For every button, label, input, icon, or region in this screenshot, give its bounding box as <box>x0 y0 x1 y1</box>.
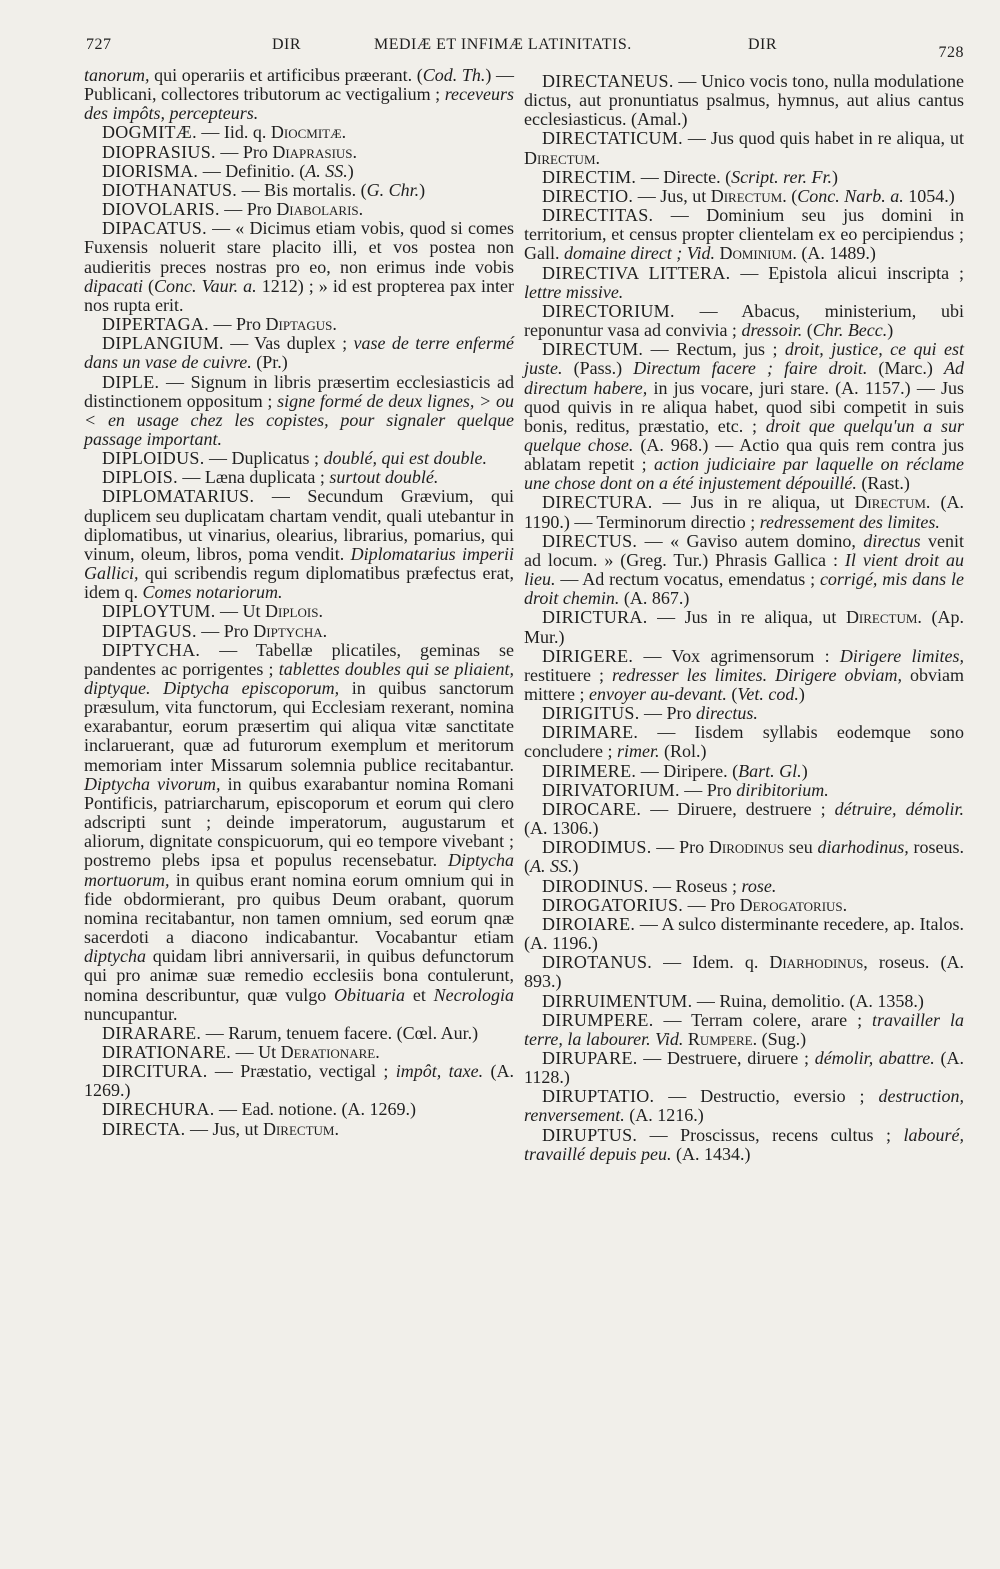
italic-text: dipacati <box>84 275 143 296</box>
definition-text: ) <box>798 684 805 704</box>
italic-text: Bart. Gl. <box>738 760 802 781</box>
dictionary-entry <box>84 1062 514 1100</box>
dictionary-entry <box>84 66 514 123</box>
headword: DIRODIMUS. <box>542 837 652 858</box>
italic-text: diarhodinus, <box>817 837 909 858</box>
italic-text: Obituaria <box>334 984 406 1005</box>
italic-text: Diptycha mortuorum, <box>84 850 514 890</box>
headword: DIRUPTUS. <box>542 1124 638 1145</box>
definition-text: — Pro <box>208 314 266 335</box>
headword: DIRIMARE. <box>542 722 639 743</box>
definition-text: venit ad locum. » (Greg. Tur.) Phrasis Gallica : <box>524 530 964 570</box>
definition-text: — Pro <box>196 620 254 641</box>
definition-text: (A. 1190.) — Terminorum directio ; <box>524 492 964 532</box>
definition-text: ) <box>572 856 579 877</box>
headword: DIPLOMATARIUS. <box>102 486 255 507</box>
cross-reference: Diplois. <box>265 601 323 622</box>
italic-text: redressement des limites. <box>759 511 940 532</box>
definition-text: — « Dicimus etiam vobis, quod si comes Fuxensis noluerit stare placito illi, et vos postea non audieritis preces nostras pro eo, non erimus inde vobis <box>84 218 514 277</box>
dictionary-entry <box>524 877 964 896</box>
dictionary-entry <box>84 181 514 200</box>
definition-text: obviam mittere ; <box>524 664 964 704</box>
definition-text: — Idem. q. <box>652 952 770 973</box>
definition-text: ) <box>887 320 894 341</box>
dictionary-entry <box>84 1120 514 1139</box>
italic-text: receveurs des impôts, percepteurs. <box>84 84 514 124</box>
cross-reference: Dirodinus <box>708 837 784 858</box>
definition-text: — Destructio, eversio ; <box>654 1086 879 1107</box>
definition-text: in quibus exarabantur nomina Romani Pontificis, patriarcharum, episcoporum et eorum qui clero adscripti sunt ; deinde imperatorum, augustarum et aliorum, dignitate conspicuorum, qui eo tempore vivebant ; postremo plebs ipsa et populus recensebatur. <box>84 773 514 871</box>
definition-text: — Abacus, ministerium, ubi reponuntur vasa ad convivia ; <box>524 300 964 341</box>
definition-text: — Terram colere, arare ; <box>653 1009 873 1030</box>
definition-text: (A. 1269.) <box>84 1061 514 1101</box>
headword: DIRECTUS. <box>542 530 638 551</box>
right-guide-word: DIR <box>748 36 778 53</box>
headword: DOGMITÆ. <box>102 122 197 143</box>
definition-text: ( <box>143 275 155 296</box>
italic-text: Necrologia <box>433 984 514 1005</box>
headword: DIRECTATICUM. <box>542 128 683 149</box>
italic-text: corrigé, mis dans le droit chemin. <box>524 569 964 609</box>
definition-text: — Iid. q. <box>196 122 271 143</box>
dictionary-entry <box>524 168 964 187</box>
headword: DIRICTURA. <box>542 607 648 628</box>
definition-text: — Unico vocis tono, nulla modulatione dictus, aut pronuntiatus psalmus, hymnus, aut alius cantus ecclesiasticus. (Amal.) <box>524 71 964 130</box>
definition-text: in quibus sanctorum præsulum, vita functorum, qui Ecclesiam rexerant, nomina exarabantur, eorum præsertim qui aliqua vitæ sanctitate inclaruerant, quæ ad futurorum exemplum et meritorum memoriam inter Missarum solemnia publice recitabantur. <box>84 678 514 775</box>
dictionary-entry <box>524 206 964 263</box>
italic-text: tablettes doubles qui se pliaient, diptyque. Diptycha episcoporum, <box>84 658 514 698</box>
italic-text: Vet. cod. <box>737 684 799 704</box>
definition-text: (A. 1128.) <box>524 1047 964 1088</box>
headword: DIRECTA. <box>102 1118 186 1139</box>
headword: DIRECTIO. <box>542 185 634 206</box>
headword: DIPTAGUS. <box>102 620 197 641</box>
definition-text: — Jus, ut <box>185 1118 263 1139</box>
definition-text: — Dominium seu jus domini in territorium, et census propter clientelam ex eo percipiendus ; Gall. <box>524 205 964 264</box>
definition-text: — Vox agrimensorum : <box>633 645 840 666</box>
dictionary-entry <box>524 1087 964 1125</box>
definition-text: ( <box>726 684 738 704</box>
definition-text: qui scribendis regum diplomatibus præfectus erat, idem q. <box>84 563 514 603</box>
definition-text: — Præstatio, vectigal ; <box>207 1061 396 1082</box>
cross-reference: Diabolaris. <box>276 199 364 220</box>
dictionary-entry <box>84 143 514 162</box>
dictionary-entry <box>524 608 964 646</box>
definition-text: — « Gaviso autem domino, <box>637 530 864 551</box>
headword: DIRECTURA. <box>542 492 653 513</box>
cross-reference: Directum. <box>262 1118 339 1139</box>
italic-text: labouré, travaillé depuis peu. <box>524 1124 964 1164</box>
definition-text: quidam libri anniversarii, in quibus defunctorum qui pro animæ suæ remedio ecclesiis bona contulerunt, nomina describuntur, quæ vulgo <box>84 946 514 1005</box>
definition-text: — Bis mortalis. ( <box>237 179 367 200</box>
definition-text: — Ad rectum vocatus, emendatus ; <box>555 569 820 590</box>
definition-text: seu <box>783 837 818 858</box>
running-title: MEDIÆ ET INFIMÆ LATINITATIS. <box>374 36 632 53</box>
headword: DIORISMA. <box>102 160 199 181</box>
italic-text: dressoir. <box>741 320 803 341</box>
italic-text: G. Chr. <box>366 179 420 200</box>
italic-text: Conc. Vaur. a. <box>154 275 257 296</box>
dictionary-entry <box>524 493 964 531</box>
italic-text: domaine direct ; Vid. <box>564 243 715 264</box>
definition-text: restituere ; <box>524 664 612 685</box>
definition-text: (Ap. Mur.) <box>524 607 964 647</box>
dictionary-entry <box>524 1049 964 1087</box>
cross-reference: Directum. <box>854 492 931 513</box>
left-guide-word: DIR <box>272 36 302 53</box>
dictionary-entry <box>524 1126 964 1164</box>
dictionary-entry <box>524 264 964 302</box>
dictionary-entry <box>84 162 514 181</box>
italic-text: Script. rer. Fr. <box>731 166 833 187</box>
italic-text: action judiciaire par laquelle on réclame une chose dont on a été injustement dépouillé. <box>524 454 964 494</box>
dictionary-entry <box>84 641 514 1024</box>
dictionary-entry <box>524 800 964 838</box>
italic-text: redresser les limites. Dirigere obviam, <box>611 664 902 685</box>
definition-text: — Definitio. ( <box>198 160 306 181</box>
italic-text: Cod. Th. <box>422 65 486 85</box>
italic-text: Dirigere limites, <box>839 645 964 666</box>
definition-text: — Ead. notione. (A. 1269.) <box>214 1099 416 1120</box>
definition-text: (Sug.) <box>757 1028 807 1049</box>
definition-text: (A. 1489.) <box>796 243 876 264</box>
headword: DIRECTANEUS. <box>542 71 674 91</box>
definition-text: (A. 867.) <box>619 588 690 609</box>
headword: DIRUPARE. <box>542 1047 638 1068</box>
definition-text: — Pro <box>639 703 697 724</box>
definition-text: in quibus erant nomina eorum omnium qui in fide obdormierant, pro quibus Deum orabant, quorum nomina recitabantur, non tamen omnium, sed eorum qnæ sacerdoti a diacono indicabantur. Vocabantur etiam <box>84 869 514 948</box>
italic-text: démolir, abattre. <box>814 1047 935 1068</box>
headword: DIRODINUS. <box>542 875 649 896</box>
definition-text: — Duplicatus ; <box>204 448 324 469</box>
dictionary-entry <box>84 373 514 450</box>
italic-text: travailler la terre, la labourer. Vid. <box>524 1009 964 1049</box>
definition-text: — Pro <box>679 779 737 800</box>
dictionary-entry <box>524 762 964 781</box>
dictionary-entry <box>524 187 964 206</box>
italic-text: A. SS. <box>305 160 348 181</box>
definition-text: — Pro <box>219 199 277 220</box>
right-page-number: 728 <box>938 44 964 61</box>
definition-text: ) <box>832 166 839 187</box>
headword: DIRRUIMENTUM. <box>542 990 693 1011</box>
italic-text: signe formé de deux lignes, > ou < en usage chez les copistes, pour signaler quelque passage important. <box>84 390 515 449</box>
definition-text: et <box>405 984 434 1005</box>
italic-text: impôt, taxe. <box>395 1061 484 1082</box>
italic-text: doublé, qui est double. <box>323 448 487 469</box>
definition-text: — Pro <box>215 141 273 162</box>
definition-text: — Secundum Grævium, qui duplicem seu duplicatam chartam vendit, quali utebantur in diplomatibus, ut vinarius, olearius, librarius, pomarius, qui vinum, oleum, libros, poma vendit. <box>84 486 514 564</box>
definition-text: — Vas duplex ; <box>223 333 354 354</box>
definition-text: (Rast.) <box>856 473 910 494</box>
cross-reference: Diptagus. <box>265 314 337 335</box>
italic-text: lettre missive. <box>524 281 624 302</box>
italic-text: A. SS. <box>530 856 573 877</box>
headword: DIRECTUM. <box>542 339 644 360</box>
headword: DIPACATUS. <box>102 218 207 239</box>
dictionary-entry <box>524 896 964 915</box>
right-column <box>524 72 964 1164</box>
headword: DIROCARE. <box>542 798 642 819</box>
cross-reference: Derogatorius. <box>739 894 848 915</box>
italic-text: Il vient droit au lieu. <box>524 549 964 590</box>
definition-text: (Pass.) <box>562 358 634 379</box>
cross-reference: Derationare. <box>280 1041 380 1062</box>
dictionary-entry <box>84 468 514 487</box>
italic-text: surtout doublé. <box>329 467 439 488</box>
headword: DIRUMPERE. <box>542 1009 654 1030</box>
definition-text: — Roseus ; <box>648 875 742 896</box>
running-header <box>86 30 964 70</box>
definition-text: — Epistola alicui inscripta ; <box>730 262 964 283</box>
definition-text: — Jus quod quis habet in re aliqua, ut <box>682 128 964 149</box>
dictionary-entry <box>524 953 964 991</box>
dictionary-entry <box>84 449 514 468</box>
cross-reference: Directum. <box>845 607 922 628</box>
definition-text: qui operariis et artificibus præerant. ( <box>149 65 423 85</box>
headword: DIRIGERE. <box>542 645 634 666</box>
definition-text: — Jus in re aliqua, ut <box>647 607 846 628</box>
headword: DIRARARE. <box>102 1022 202 1043</box>
definition-text: roseus. ( <box>524 837 964 877</box>
headword: DIRCITURA. <box>102 1061 208 1082</box>
definition-text: — Signum in libris præsertim ecclesiasticis ad distinctionem oppositum ; <box>84 371 514 411</box>
definition-text: — A sulco disterminante recedere, ap. Italos. (A. 1196.) <box>524 913 964 954</box>
headword: DIRECHURA. <box>102 1099 215 1120</box>
dictionary-entry <box>84 200 514 219</box>
definition-text: 1054.) <box>903 185 955 206</box>
cross-reference: Directum. <box>710 185 787 206</box>
definition-text: — Læna duplicata ; <box>177 467 330 488</box>
dictionary-entry <box>84 1043 514 1062</box>
definition-text: — Directe. ( <box>636 166 732 187</box>
headword: DIRECTIVA LITTERA. <box>542 262 731 283</box>
left-column <box>84 66 514 1139</box>
definition-text: (A. 1216.) <box>624 1105 704 1126</box>
dictionary-entry <box>524 72 964 129</box>
dictionary-entry <box>84 487 514 602</box>
headword: DIROTANUS. <box>542 952 653 973</box>
dictionary-entry <box>84 602 514 621</box>
headword: DIRECTIM. <box>542 166 637 187</box>
definition-text: — Diruere, destruere ; <box>641 798 835 819</box>
dictionary-entry <box>524 781 964 800</box>
italic-text: destruction, renversement. <box>524 1086 964 1126</box>
definition-text: (Marc.) <box>867 358 944 379</box>
definition-text: ) <box>801 760 808 781</box>
dictionary-entry <box>84 315 514 334</box>
headword: DIROIARE. <box>542 913 636 934</box>
definition-text: (A. 1306.) <box>524 818 599 839</box>
headword: DIPLANGIUM. <box>102 333 224 354</box>
italic-text: détruire, démolir. <box>834 798 964 819</box>
dictionary-entry <box>524 532 964 609</box>
dictionary-entry <box>524 704 964 723</box>
headword: DIRECTORIUM. <box>542 300 675 321</box>
italic-text: envoyer au-devant. <box>588 684 727 704</box>
definition-text: 1212) ; » id est propterea pax inter nos rupta erit. <box>84 275 514 315</box>
definition-text: — Rectum, jus ; <box>643 339 785 360</box>
dictionary-entry <box>524 302 964 340</box>
dictionary-entry <box>524 647 964 704</box>
definition-text: ) <box>347 160 354 181</box>
headword: DIRIGITUS. <box>542 703 640 724</box>
cross-reference: Diptycha. <box>253 620 328 641</box>
definition-text: — Pro <box>651 837 709 858</box>
cross-reference: Dominium. <box>719 243 797 264</box>
left-page-number: 727 <box>86 36 112 53</box>
italic-text: droit que quelqu'un a sur quelque chose. <box>524 415 964 455</box>
headword: DIRECTITAS. <box>542 205 654 226</box>
definition-text: — Jus, ut <box>633 185 711 206</box>
definition-text: (Rol.) <box>659 741 707 762</box>
dictionary-entry <box>84 123 514 142</box>
headword: DIPERTAGA. <box>102 314 209 335</box>
definition-text: — Ut <box>215 601 265 622</box>
headword: DIRIMERE. <box>542 760 637 781</box>
definition-text: ) <box>419 179 426 200</box>
definition-text: in jus vocare, juri stare. (A. 1157.) — Jus quod quivis in re aliqua habet, quod sibi competit in suis bonis, reditus, præstatio, etc. ; <box>524 377 964 436</box>
headword: DIROGATORIUS. <box>542 894 684 915</box>
definition-text: — Rarum, tenuem facere. (Cœl. Aur.) <box>201 1022 479 1043</box>
definition-text: — Tabellæ plicatiles, geminas se pandentes ac porrigentes ; <box>84 639 514 679</box>
definition-text: ( <box>786 185 798 206</box>
italic-text: diptycha <box>84 946 146 967</box>
headword: DIPLOIS. <box>102 467 178 488</box>
italic-text: Diplomatarius imperii Gallici, <box>84 543 514 584</box>
dictionary-entry <box>524 129 964 167</box>
cross-reference: Diocmitæ. <box>270 122 347 143</box>
definition-text: — Jus in re aliqua, ut <box>652 492 855 513</box>
definition-text: — Proscissus, recens cultus ; <box>637 1124 904 1145</box>
headword: DIRIVATORIUM. <box>542 779 680 800</box>
dictionary-entry <box>524 1011 964 1049</box>
headword: DIPLOYTUM. <box>102 601 216 622</box>
italic-text: Diptycha vivorum, <box>84 773 221 794</box>
definition-text: nuncupantur. <box>84 1003 178 1024</box>
italic-text: Chr. Becc. <box>812 320 888 341</box>
italic-text: diribitorium. <box>736 779 829 800</box>
definition-text: — Iisdem syllabis eodemque sono concludere ; <box>524 722 964 762</box>
dictionary-entry <box>84 334 514 372</box>
definition-text: (Pr.) <box>251 352 288 373</box>
italic-text: rose. <box>741 875 777 896</box>
headword: DIPTYCHA. <box>102 639 201 660</box>
cross-reference: Diaprasius. <box>272 141 358 162</box>
italic-text: Conc. Narb. a. <box>797 185 904 206</box>
italic-text: tanorum, <box>84 65 150 85</box>
definition-text: — Pro <box>683 894 740 915</box>
dictionary-entry <box>84 1100 514 1119</box>
dictionary-entry <box>524 723 964 761</box>
dictionary-entry <box>524 838 964 876</box>
headword: DIOVOLARIS. <box>102 199 220 220</box>
definition-text: — Diripere. ( <box>636 760 739 781</box>
italic-text: directus <box>863 530 921 551</box>
headword: DIRUPTATIO. <box>542 1086 655 1107</box>
cross-reference: Directum. <box>524 147 600 168</box>
dictionary-entry <box>524 340 964 493</box>
definition-text: (A. 968.) — Actio qua quis rem contra jus ablatam repetit ; <box>524 434 964 475</box>
dictionary-entry <box>84 219 514 315</box>
headword: DIRATIONARE. <box>102 1041 232 1062</box>
italic-text: Directum facere ; faire droit. <box>633 358 868 379</box>
definition-text: — Ut <box>231 1041 281 1062</box>
definition-text: ) — Publicani, collectores tributorum ac vectigalium ; <box>84 65 514 105</box>
headword: DIPLE. <box>102 371 160 392</box>
headword: DIOPRASIUS. <box>102 141 216 162</box>
definition-text: roseus. (A. 893.) <box>524 952 964 992</box>
headword: DIOTHANATUS. <box>102 179 238 200</box>
italic-text: rimer. <box>616 741 660 762</box>
dictionary-entry <box>84 622 514 641</box>
italic-text: droit, justice, ce qui est juste. <box>524 339 964 379</box>
italic-text: Comes notariorum. <box>142 582 283 603</box>
italic-text: Ad directum habere, <box>524 358 964 398</box>
cross-reference: Diarhodinus, <box>769 952 868 973</box>
italic-text: directus. <box>696 703 758 724</box>
headword: DIPLOIDUS. <box>102 448 205 469</box>
definition-text: (A. 1434.) <box>671 1143 751 1164</box>
definition-text: — Ruina, demolitio. (A. 1358.) <box>692 990 924 1011</box>
dictionary-entry <box>84 1024 514 1043</box>
definition-text: — Destruere, diruere ; <box>637 1047 815 1068</box>
dictionary-entry <box>524 992 964 1011</box>
dictionary-entry <box>524 915 964 953</box>
italic-text: vase de terre enfermé dans un vase de cuivre. <box>84 333 514 373</box>
cross-reference: Rumpere. <box>687 1028 758 1049</box>
definition-text: ( <box>802 320 813 341</box>
